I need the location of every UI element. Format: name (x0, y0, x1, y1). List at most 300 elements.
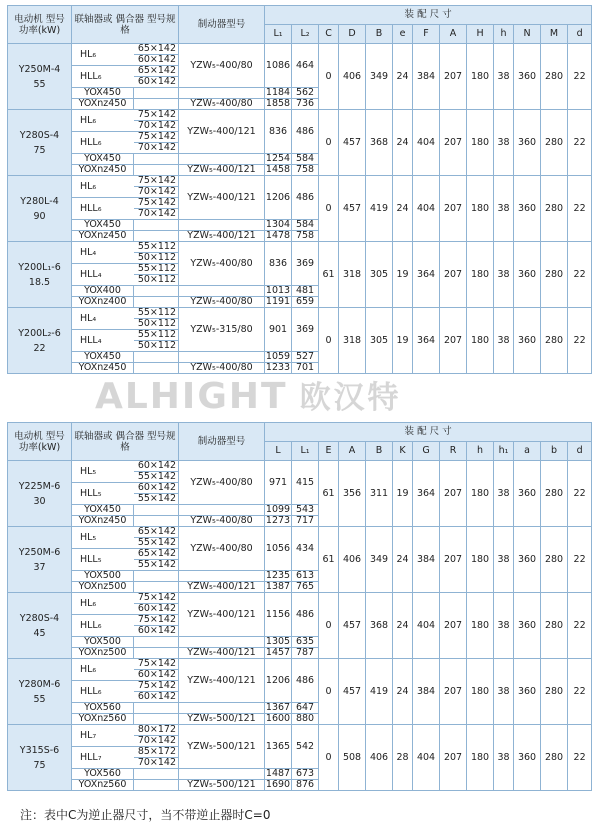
dim-value: 22 (568, 308, 592, 374)
coupling-size: 75×142 (134, 176, 179, 187)
dim-value: 0 (319, 308, 339, 374)
dim-value: 22 (568, 461, 592, 527)
coupling-model: YOX450 (72, 220, 134, 231)
dim-value: 38 (494, 44, 514, 110)
footnote: 注：表中C为逆止器尺寸，当不带逆止器时C=0 (20, 808, 271, 822)
column-header: L₂ (292, 25, 319, 44)
dim-value: 180 (467, 659, 494, 725)
header-row (8, 423, 592, 442)
motor-cell (8, 308, 72, 374)
coupling-size: 75×142 (134, 615, 179, 626)
coupling-spacer (134, 297, 179, 308)
table-row (8, 527, 592, 538)
coupling-model: YOX450 (72, 154, 134, 165)
dim-l1: 1233 (265, 362, 291, 374)
dim-l1: 1086 (265, 44, 292, 88)
motor-model: Y200L₁-6 (18, 261, 61, 273)
dim-value: 22 (568, 110, 592, 176)
motor-cell (8, 110, 72, 176)
coupling-size: 50×112 (134, 275, 179, 286)
dim-l2: 584 (292, 154, 319, 165)
coupling-spacer (134, 286, 179, 297)
dim-value: 22 (568, 44, 592, 110)
dim-value: 360 (514, 44, 541, 110)
dim-l1: 1365 (265, 725, 292, 769)
coupling-size: 55×142 (134, 538, 179, 549)
coupling-size: 70×142 (134, 187, 179, 198)
motor-power: 55 (33, 78, 46, 90)
coupling-model: YOX400 (72, 286, 134, 297)
table-row (8, 308, 592, 319)
coupling-model: YOX500 (72, 571, 134, 582)
dim-l2: 486 (292, 176, 319, 220)
table-row (8, 176, 592, 187)
dim-l2: 613 (292, 571, 319, 582)
coupling-size: 75×142 (134, 681, 179, 692)
dim-value: 38 (494, 176, 514, 242)
dim-value: 360 (514, 242, 541, 308)
motor-power: 75 (33, 759, 46, 771)
brake-model (179, 88, 265, 99)
coupling-spacer (134, 582, 179, 593)
coupling-size: 70×142 (134, 758, 179, 769)
dim-l1: 1273 (265, 515, 291, 527)
column-header: C (319, 25, 339, 44)
coupling-size: 80×172 (134, 725, 179, 736)
motor-model: Y280M-6 (18, 678, 61, 690)
header-row (8, 6, 592, 25)
coupling-spacer (134, 352, 179, 363)
coupling-model: YOXnz500 (72, 582, 134, 593)
dim-value: 207 (440, 308, 467, 374)
dim-value: 349 (366, 527, 393, 593)
dim-l2: 369 (292, 308, 319, 352)
coupling-type: HLL₆ (72, 66, 134, 88)
coupling-spacer (134, 780, 179, 791)
watermark-cn: 欧汉特 (299, 380, 402, 416)
dim-value: 24 (393, 110, 413, 176)
dim-value: 22 (568, 242, 592, 308)
dim-l1: 1487 (265, 768, 291, 780)
dim-value: 384 (413, 659, 440, 725)
dim-value: 0 (319, 725, 339, 791)
dim-l1: 1156 (265, 593, 292, 637)
dim-value: 360 (514, 659, 541, 725)
coupling-size: 70×142 (134, 209, 179, 220)
brake-model: YZW₅-400/80 (179, 363, 265, 374)
motor-power: 90 (33, 210, 46, 222)
motor-power: 30 (33, 495, 46, 507)
coupling-type: HLL₇ (72, 747, 134, 769)
column-header: G (413, 442, 440, 461)
column-header: B (366, 25, 393, 44)
column-header: d (568, 442, 592, 461)
coupling-model: YOXnz450 (72, 231, 134, 242)
coupling-size: 75×142 (134, 132, 179, 143)
motor-model: Y315S-6 (19, 744, 60, 756)
dim-value: 180 (467, 527, 494, 593)
brake-model: YZW₅-400/121 (179, 593, 265, 637)
dim-l1: 1235 (265, 570, 291, 582)
dim-value: 24 (393, 527, 413, 593)
dim-value: 280 (541, 44, 568, 110)
coupling-model: YOX450 (72, 505, 134, 516)
coupling-model: YOX450 (72, 88, 134, 99)
brake-model: YZW₅-315/80 (179, 308, 265, 352)
dim-l2: 486 (292, 593, 319, 637)
dim-value: 318 (339, 308, 366, 374)
brake-model (179, 505, 265, 516)
dim-value: 24 (393, 593, 413, 659)
dim-value: 24 (393, 659, 413, 725)
dim-value: 305 (366, 242, 393, 308)
dim-l2: 647 (292, 703, 319, 714)
dim-value: 180 (467, 461, 494, 527)
dim-value: 61 (319, 461, 339, 527)
dim-l1: 1254 (265, 153, 291, 165)
dim-value: 508 (339, 725, 366, 791)
coupling-spacer (134, 714, 179, 725)
coupling-model: YOXnz560 (72, 780, 134, 791)
coupling-model: YOX450 (72, 352, 134, 363)
dim-l1: 1304 (265, 219, 291, 231)
motor-power: 45 (33, 627, 46, 639)
brake-model (179, 703, 265, 714)
coupling-spacer (134, 220, 179, 231)
coupling-spacer (134, 769, 179, 780)
coupling-spacer (134, 648, 179, 659)
motor-cell (8, 44, 72, 110)
coupling-size: 70×142 (134, 143, 179, 154)
brake-model: YZW₅-400/121 (179, 231, 265, 242)
dim-value: 0 (319, 659, 339, 725)
table-row (8, 659, 592, 670)
motor-power: 37 (33, 561, 46, 573)
dim-value: 406 (366, 725, 393, 791)
dim-value: 207 (440, 593, 467, 659)
dim-value: 22 (568, 176, 592, 242)
dim-value: 305 (366, 308, 393, 374)
dim-value: 368 (366, 593, 393, 659)
column-header: A (440, 25, 467, 44)
header-coupling: 联轴器或 偶合器 型号规格 (72, 6, 179, 44)
coupling-type: HL₆ (72, 593, 134, 615)
dim-value: 360 (514, 593, 541, 659)
dim-value: 280 (541, 593, 568, 659)
coupling-spacer (134, 154, 179, 165)
dim-value: 180 (467, 725, 494, 791)
coupling-model: YOXnz450 (72, 99, 134, 110)
header-brake: 制动器型号 (179, 423, 265, 461)
coupling-type: HL₆ (72, 44, 134, 66)
dim-l1: 1206 (265, 176, 292, 220)
dim-l1: 1858 (265, 98, 291, 110)
dim-value: 61 (319, 242, 339, 308)
coupling-type: HLL₆ (72, 198, 134, 220)
column-header: F (413, 25, 440, 44)
motor-cell (8, 659, 72, 725)
brake-model: YZW₅-500/121 (179, 714, 265, 725)
dim-value: 38 (494, 308, 514, 374)
coupling-size: 50×112 (134, 319, 179, 330)
column-header: L₁ (265, 25, 292, 44)
dim-value: 180 (467, 308, 494, 374)
brake-model: YZW₅-500/121 (179, 725, 265, 769)
dim-l2: 765 (292, 582, 319, 593)
dim-value: 0 (319, 44, 339, 110)
dim-l1: 901 (265, 308, 292, 352)
coupling-model: YOX560 (72, 769, 134, 780)
dim-value: 38 (494, 725, 514, 791)
dim-value: 22 (568, 725, 592, 791)
dim-value: 280 (541, 308, 568, 374)
dim-value: 180 (467, 593, 494, 659)
watermark-latin: ALHIGHT (95, 376, 288, 417)
dim-l2: 481 (292, 286, 319, 297)
motor-model: Y250M-4 (18, 63, 61, 75)
dim-value: 419 (366, 176, 393, 242)
coupling-size: 70×142 (134, 121, 179, 132)
header-motor: 电动机 型号 功率(kW) (8, 423, 72, 461)
coupling-size: 55×112 (134, 308, 179, 319)
coupling-size: 65×142 (134, 66, 179, 77)
coupling-spacer (134, 571, 179, 582)
column-header: a (514, 442, 541, 461)
coupling-size: 55×112 (134, 264, 179, 275)
dim-value: 360 (514, 527, 541, 593)
dim-value: 457 (339, 110, 366, 176)
header-assembly-dimensions: 装 配 尺 寸 (265, 6, 592, 25)
column-header: R (440, 442, 467, 461)
coupling-size: 60×142 (134, 626, 179, 637)
dim-value: 19 (393, 308, 413, 374)
dim-value: 280 (541, 461, 568, 527)
column-header: e (393, 25, 413, 44)
coupling-spacer (134, 516, 179, 527)
dim-value: 280 (541, 110, 568, 176)
coupling-size: 60×142 (134, 55, 179, 66)
motor-cell (8, 176, 72, 242)
dim-value: 38 (494, 593, 514, 659)
brake-model (179, 154, 265, 165)
dim-value: 24 (393, 44, 413, 110)
coupling-size: 75×142 (134, 659, 179, 670)
dim-value: 207 (440, 527, 467, 593)
table-row (8, 461, 592, 472)
coupling-size: 55×112 (134, 242, 179, 253)
coupling-type: HLL₆ (72, 615, 134, 637)
column-header: E (319, 442, 339, 461)
coupling-model: YOXnz560 (72, 714, 134, 725)
dim-l1: 1059 (265, 351, 291, 363)
dim-l1: 1013 (265, 285, 291, 297)
dim-l2: 562 (292, 88, 319, 99)
coupling-size: 65×142 (134, 527, 179, 538)
dim-value: 22 (568, 593, 592, 659)
dim-value: 368 (366, 110, 393, 176)
dim-value: 318 (339, 242, 366, 308)
dim-value: 38 (494, 110, 514, 176)
dim-value: 180 (467, 176, 494, 242)
coupling-type: HLL₅ (72, 483, 134, 505)
dim-l1: 1600 (265, 713, 291, 725)
column-header: h (494, 25, 514, 44)
coupling-size: 60×142 (134, 461, 179, 472)
dim-l2: 880 (292, 714, 319, 725)
dim-value: 207 (440, 176, 467, 242)
brand-watermark (95, 372, 402, 417)
motor-power: 18.5 (28, 276, 51, 288)
dim-value: 280 (541, 242, 568, 308)
coupling-type: HL₄ (72, 308, 134, 330)
dim-value: 360 (514, 308, 541, 374)
dim-l2: 659 (292, 297, 319, 308)
header-motor: 电动机 型号 功率(kW) (8, 6, 72, 44)
dim-value: 207 (440, 461, 467, 527)
column-header: b (541, 442, 568, 461)
coupling-spacer (134, 505, 179, 516)
dim-value: 38 (494, 461, 514, 527)
coupling-spacer (134, 703, 179, 714)
coupling-size: 50×112 (134, 341, 179, 352)
dim-value: 207 (440, 110, 467, 176)
dim-value: 0 (319, 110, 339, 176)
dim-value: 280 (541, 725, 568, 791)
coupling-size: 75×142 (134, 110, 179, 121)
dim-l1: 1056 (265, 527, 292, 571)
column-header: N (514, 25, 541, 44)
dim-l2: 584 (292, 220, 319, 231)
dim-value: 280 (541, 659, 568, 725)
dim-value: 457 (339, 659, 366, 725)
coupling-size: 75×142 (134, 593, 179, 604)
coupling-type: HL₅ (72, 461, 134, 483)
coupling-size: 85×172 (134, 747, 179, 758)
dim-value: 180 (467, 44, 494, 110)
coupling-size: 65×142 (134, 549, 179, 560)
coupling-spacer (134, 231, 179, 242)
table-row (8, 44, 592, 55)
dim-l2: 758 (292, 165, 319, 176)
dim-l2: 673 (292, 769, 319, 780)
dim-l2: 717 (292, 516, 319, 527)
brake-model: YZW₅-400/80 (179, 461, 265, 505)
brake-model (179, 769, 265, 780)
brake-model: YZW₅-400/80 (179, 516, 265, 527)
brake-model: YZW₅-400/80 (179, 527, 265, 571)
coupling-model: YOX500 (72, 637, 134, 648)
coupling-size: 50×112 (134, 253, 179, 264)
dim-value: 360 (514, 461, 541, 527)
dim-value: 280 (541, 527, 568, 593)
coupling-size: 60×142 (134, 604, 179, 615)
dim-value: 349 (366, 44, 393, 110)
brake-model: YZW₅-400/121 (179, 165, 265, 176)
coupling-spacer (134, 165, 179, 176)
dim-l2: 543 (292, 505, 319, 516)
motor-model: Y225M-6 (18, 480, 61, 492)
dim-l2: 464 (292, 44, 319, 88)
motor-model: Y280L-4 (20, 195, 59, 207)
coupling-type: HL₇ (72, 725, 134, 747)
spec-table-2 (7, 422, 592, 791)
coupling-model: YOXnz450 (72, 165, 134, 176)
dim-l2: 635 (292, 637, 319, 648)
motor-cell (8, 527, 72, 593)
header-assembly-dimensions: 装 配 尺 寸 (265, 423, 592, 442)
motor-cell (8, 593, 72, 659)
dim-value: 280 (541, 176, 568, 242)
dim-l2: 527 (292, 352, 319, 363)
dim-l1: 1458 (265, 164, 291, 176)
dim-value: 360 (514, 725, 541, 791)
dim-value: 384 (413, 527, 440, 593)
dim-l1: 836 (265, 242, 292, 286)
dim-l2: 434 (292, 527, 319, 571)
coupling-type: HL₄ (72, 242, 134, 264)
column-header: h (467, 442, 494, 461)
dim-l2: 876 (292, 780, 319, 791)
coupling-spacer (134, 637, 179, 648)
coupling-size: 75×142 (134, 198, 179, 209)
dim-value: 38 (494, 659, 514, 725)
column-header: L (265, 442, 292, 461)
dim-value: 419 (366, 659, 393, 725)
coupling-size: 60×142 (134, 692, 179, 703)
brake-model: YZW₅-400/121 (179, 110, 265, 154)
brake-model: YZW₅-400/80 (179, 99, 265, 110)
motor-power: 75 (33, 144, 46, 156)
dim-l2: 787 (292, 648, 319, 659)
dim-value: 38 (494, 527, 514, 593)
coupling-size: 55×142 (134, 472, 179, 483)
dim-value: 61 (319, 527, 339, 593)
dim-l1: 1305 (265, 636, 291, 648)
brake-model (179, 220, 265, 231)
coupling-model: YOXnz450 (72, 363, 134, 374)
dim-value: 364 (413, 308, 440, 374)
dim-l1: 1099 (265, 504, 291, 516)
dim-value: 360 (514, 176, 541, 242)
dim-value: 404 (413, 593, 440, 659)
dim-value: 22 (568, 659, 592, 725)
dim-value: 207 (440, 44, 467, 110)
dim-l1: 1184 (265, 87, 291, 99)
coupling-model: YOXnz500 (72, 648, 134, 659)
dim-l1: 836 (265, 110, 292, 154)
coupling-spacer (134, 88, 179, 99)
coupling-size: 60×142 (134, 483, 179, 494)
brake-model: YZW₅-400/80 (179, 242, 265, 286)
column-header: M (541, 25, 568, 44)
brake-model (179, 286, 265, 297)
table-row (8, 110, 592, 121)
motor-power: 55 (33, 693, 46, 705)
dim-value: 406 (339, 44, 366, 110)
motor-model: Y200L₂-6 (18, 327, 61, 339)
coupling-size: 65×142 (134, 44, 179, 55)
coupling-spacer (134, 99, 179, 110)
dim-value: 22 (568, 527, 592, 593)
coupling-size: 60×142 (134, 77, 179, 88)
motor-cell (8, 461, 72, 527)
dim-value: 207 (440, 725, 467, 791)
dim-l2: 415 (292, 461, 319, 505)
coupling-type: HL₅ (72, 527, 134, 549)
dim-value: 0 (319, 593, 339, 659)
dim-value: 0 (319, 176, 339, 242)
dim-value: 28 (393, 725, 413, 791)
